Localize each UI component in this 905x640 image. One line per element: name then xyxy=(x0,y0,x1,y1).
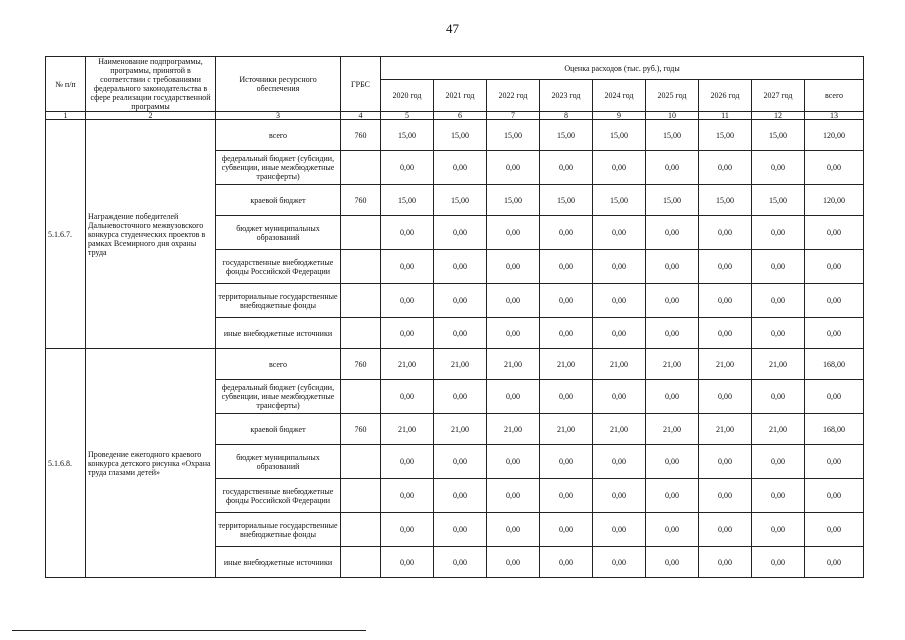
expense-value: 15,00 xyxy=(381,185,434,216)
column-number: 7 xyxy=(487,112,540,120)
expense-value: 0,00 xyxy=(699,547,752,578)
expense-value: 15,00 xyxy=(434,185,487,216)
expense-value: 0,00 xyxy=(805,318,864,349)
header-year: 2021 год xyxy=(434,80,487,112)
expense-value: 15,00 xyxy=(646,120,699,151)
expense-value: 0,00 xyxy=(805,513,864,547)
column-number: 13 xyxy=(805,112,864,120)
header-year: 2023 год xyxy=(540,80,593,112)
column-number: 4 xyxy=(341,112,381,120)
header-year: 2020 год xyxy=(381,80,434,112)
expense-value: 15,00 xyxy=(381,120,434,151)
header-name: Наименование подпрограммы, программы, принятой в соответствии с требованиями федерального законодательства в сфере реализации государственной программы xyxy=(86,57,216,112)
expense-value: 0,00 xyxy=(646,284,699,318)
expense-value: 0,00 xyxy=(593,318,646,349)
expense-value: 0,00 xyxy=(593,445,646,479)
header-year: 2024 год xyxy=(593,80,646,112)
expense-value: 0,00 xyxy=(540,216,593,250)
header-column-numbers xyxy=(46,112,864,120)
header-year: 2022 год xyxy=(487,80,540,112)
funding-source: государственные внебюджетные фонды Российской Федерации xyxy=(216,250,341,284)
expense-value: 0,00 xyxy=(699,479,752,513)
expense-value: 0,00 xyxy=(646,513,699,547)
expense-value: 0,00 xyxy=(699,380,752,414)
expense-value: 0,00 xyxy=(805,250,864,284)
expense-value: 15,00 xyxy=(434,120,487,151)
expense-value: 0,00 xyxy=(381,151,434,185)
column-number: 3 xyxy=(216,112,341,120)
item-code: 5.1.6.8. xyxy=(46,349,86,578)
expense-value: 15,00 xyxy=(699,120,752,151)
expense-value: 0,00 xyxy=(381,547,434,578)
expense-value: 0,00 xyxy=(805,547,864,578)
grbs-code: 760 xyxy=(341,349,381,380)
expense-value: 0,00 xyxy=(752,318,805,349)
page-number: 47 xyxy=(446,21,459,36)
expense-value: 0,00 xyxy=(699,284,752,318)
grbs-code xyxy=(341,151,381,185)
footnote-divider xyxy=(12,630,366,631)
expense-value: 0,00 xyxy=(752,151,805,185)
grbs-code: 760 xyxy=(341,414,381,445)
funding-source: федеральный бюджет (субсидии, субвенции, иные межбюджетные трансферты) xyxy=(216,151,341,185)
expense-value: 0,00 xyxy=(540,250,593,284)
expense-value: 0,00 xyxy=(434,380,487,414)
expense-value: 0,00 xyxy=(487,250,540,284)
expense-value: 0,00 xyxy=(487,151,540,185)
column-number: 8 xyxy=(540,112,593,120)
expense-value: 0,00 xyxy=(805,151,864,185)
expense-value: 0,00 xyxy=(593,547,646,578)
funding-source: краевой бюджет xyxy=(216,185,341,216)
expense-value: 15,00 xyxy=(487,185,540,216)
expense-value: 15,00 xyxy=(540,185,593,216)
expense-value: 0,00 xyxy=(752,547,805,578)
expense-value: 0,00 xyxy=(540,445,593,479)
expense-value: 0,00 xyxy=(540,380,593,414)
expense-value: 0,00 xyxy=(434,250,487,284)
expense-value: 0,00 xyxy=(381,250,434,284)
expense-value: 0,00 xyxy=(699,318,752,349)
expense-value: 0,00 xyxy=(593,479,646,513)
column-number: 5 xyxy=(381,112,434,120)
expense-value: 21,00 xyxy=(434,349,487,380)
expense-value: 0,00 xyxy=(487,513,540,547)
expense-value: 0,00 xyxy=(540,284,593,318)
expense-value: 0,00 xyxy=(434,479,487,513)
expense-value: 0,00 xyxy=(381,284,434,318)
expense-value: 15,00 xyxy=(593,120,646,151)
expense-value: 0,00 xyxy=(752,250,805,284)
expense-value: 0,00 xyxy=(434,216,487,250)
expense-value: 0,00 xyxy=(381,318,434,349)
expense-value: 0,00 xyxy=(593,513,646,547)
expense-value: 0,00 xyxy=(487,284,540,318)
expense-value: 0,00 xyxy=(487,547,540,578)
expense-value: 0,00 xyxy=(699,250,752,284)
expense-value: 0,00 xyxy=(487,479,540,513)
expense-value: 21,00 xyxy=(646,414,699,445)
header-num: № п/п xyxy=(46,57,86,112)
item-name: Награждение победителей Дальневосточного межвузовского конкурса студенческих проектов в рамках Всемирного дня охраны труда xyxy=(86,120,216,349)
expense-value: 0,00 xyxy=(699,513,752,547)
grbs-code xyxy=(341,445,381,479)
expense-value: 0,00 xyxy=(381,513,434,547)
expense-value: 15,00 xyxy=(646,185,699,216)
expense-value: 0,00 xyxy=(381,380,434,414)
expense-value: 21,00 xyxy=(434,414,487,445)
expense-value: 0,00 xyxy=(593,216,646,250)
expense-value: 21,00 xyxy=(540,414,593,445)
expense-value: 120,00 xyxy=(805,120,864,151)
funding-source: бюджет муниципальных образований xyxy=(216,216,341,250)
expense-value: 0,00 xyxy=(487,216,540,250)
grbs-code: 760 xyxy=(341,120,381,151)
expense-value: 15,00 xyxy=(752,120,805,151)
table-body xyxy=(46,120,864,578)
expense-value: 0,00 xyxy=(752,216,805,250)
expense-value: 0,00 xyxy=(434,547,487,578)
expense-value: 168,00 xyxy=(805,414,864,445)
expense-value: 168,00 xyxy=(805,349,864,380)
expense-value: 21,00 xyxy=(487,349,540,380)
expense-value: 0,00 xyxy=(381,445,434,479)
grbs-code xyxy=(341,318,381,349)
expense-value: 0,00 xyxy=(646,479,699,513)
expense-value: 0,00 xyxy=(646,445,699,479)
column-number: 11 xyxy=(699,112,752,120)
expense-value: 0,00 xyxy=(593,284,646,318)
expense-value: 0,00 xyxy=(805,380,864,414)
expense-value: 0,00 xyxy=(434,151,487,185)
expense-value: 0,00 xyxy=(540,318,593,349)
expense-value: 0,00 xyxy=(381,479,434,513)
expense-value: 0,00 xyxy=(805,445,864,479)
expense-value: 0,00 xyxy=(434,318,487,349)
budget-table xyxy=(45,56,864,578)
header-year: 2025 год xyxy=(646,80,699,112)
expense-value: 15,00 xyxy=(487,120,540,151)
expense-value: 0,00 xyxy=(593,380,646,414)
expense-value: 0,00 xyxy=(752,445,805,479)
header-year: 2027 год xyxy=(752,80,805,112)
grbs-code xyxy=(341,513,381,547)
funding-source: иные внебюджетные источники xyxy=(216,547,341,578)
column-number: 1 xyxy=(46,112,86,120)
expense-value: 0,00 xyxy=(646,151,699,185)
grbs-code xyxy=(341,380,381,414)
expense-value: 120,00 xyxy=(805,185,864,216)
expense-value: 0,00 xyxy=(752,380,805,414)
expense-value: 0,00 xyxy=(434,284,487,318)
column-number: 6 xyxy=(434,112,487,120)
table-row xyxy=(46,349,864,380)
expense-value: 0,00 xyxy=(540,479,593,513)
expense-value: 21,00 xyxy=(752,414,805,445)
table-header xyxy=(46,57,864,120)
header-year: 2026 год xyxy=(699,80,752,112)
expense-value: 0,00 xyxy=(752,479,805,513)
header-estimate: Оценка расходов (тыс. руб.), годы xyxy=(381,57,864,80)
funding-source: бюджет муниципальных образований xyxy=(216,445,341,479)
column-number: 10 xyxy=(646,112,699,120)
expense-value: 0,00 xyxy=(540,513,593,547)
expense-value: 21,00 xyxy=(381,414,434,445)
expense-value: 21,00 xyxy=(593,349,646,380)
grbs-code: 760 xyxy=(341,185,381,216)
expense-value: 0,00 xyxy=(699,151,752,185)
expense-value: 21,00 xyxy=(752,349,805,380)
item-code: 5.1.6.7. xyxy=(46,120,86,349)
funding-source: краевой бюджет xyxy=(216,414,341,445)
funding-source: иные внебюджетные источники xyxy=(216,318,341,349)
expense-value: 0,00 xyxy=(699,445,752,479)
expense-value: 21,00 xyxy=(699,349,752,380)
header-year: всего xyxy=(805,80,864,112)
expense-value: 0,00 xyxy=(593,250,646,284)
expense-value: 0,00 xyxy=(434,513,487,547)
funding-source: всего xyxy=(216,120,341,151)
expense-value: 0,00 xyxy=(752,284,805,318)
expense-value: 0,00 xyxy=(434,445,487,479)
expense-value: 0,00 xyxy=(805,284,864,318)
expense-value: 15,00 xyxy=(752,185,805,216)
expense-value: 0,00 xyxy=(699,216,752,250)
expense-value: 21,00 xyxy=(699,414,752,445)
grbs-code xyxy=(341,216,381,250)
expense-value: 0,00 xyxy=(593,151,646,185)
expense-value: 21,00 xyxy=(593,414,646,445)
expense-value: 15,00 xyxy=(593,185,646,216)
expense-value: 0,00 xyxy=(805,479,864,513)
grbs-code xyxy=(341,547,381,578)
funding-source: всего xyxy=(216,349,341,380)
grbs-code xyxy=(341,250,381,284)
expense-value: 15,00 xyxy=(540,120,593,151)
expense-value: 0,00 xyxy=(752,513,805,547)
item-name: Проведение ежегодного краевого конкурса детского рисунка «Охрана труда глазами детей» xyxy=(86,349,216,578)
expense-value: 0,00 xyxy=(487,445,540,479)
header-source: Источники ресурсного обеспечения xyxy=(216,57,341,112)
table-row xyxy=(46,120,864,151)
funding-source: территориальные государственные внебюджетные фонды xyxy=(216,284,341,318)
grbs-code xyxy=(341,284,381,318)
expense-value: 21,00 xyxy=(646,349,699,380)
expense-value: 0,00 xyxy=(487,380,540,414)
expense-value: 21,00 xyxy=(487,414,540,445)
funding-source: федеральный бюджет (субсидии, субвенции, иные межбюджетные трансферты) xyxy=(216,380,341,414)
column-number: 9 xyxy=(593,112,646,120)
funding-source: территориальные государственные внебюджетные фонды xyxy=(216,513,341,547)
expense-value: 0,00 xyxy=(487,318,540,349)
expense-value: 0,00 xyxy=(646,380,699,414)
expense-value: 21,00 xyxy=(540,349,593,380)
expense-value: 0,00 xyxy=(805,216,864,250)
grbs-code xyxy=(341,479,381,513)
expense-value: 15,00 xyxy=(699,185,752,216)
expense-value: 21,00 xyxy=(381,349,434,380)
expense-value: 0,00 xyxy=(540,151,593,185)
expense-value: 0,00 xyxy=(646,250,699,284)
column-number: 12 xyxy=(752,112,805,120)
expense-value: 0,00 xyxy=(646,318,699,349)
expense-value: 0,00 xyxy=(646,547,699,578)
funding-source: государственные внебюджетные фонды Российской Федерации xyxy=(216,479,341,513)
expense-value: 0,00 xyxy=(381,216,434,250)
expense-value: 0,00 xyxy=(646,216,699,250)
expense-value: 0,00 xyxy=(540,547,593,578)
header-grbs: ГРБС xyxy=(341,57,381,112)
column-number: 2 xyxy=(86,112,216,120)
